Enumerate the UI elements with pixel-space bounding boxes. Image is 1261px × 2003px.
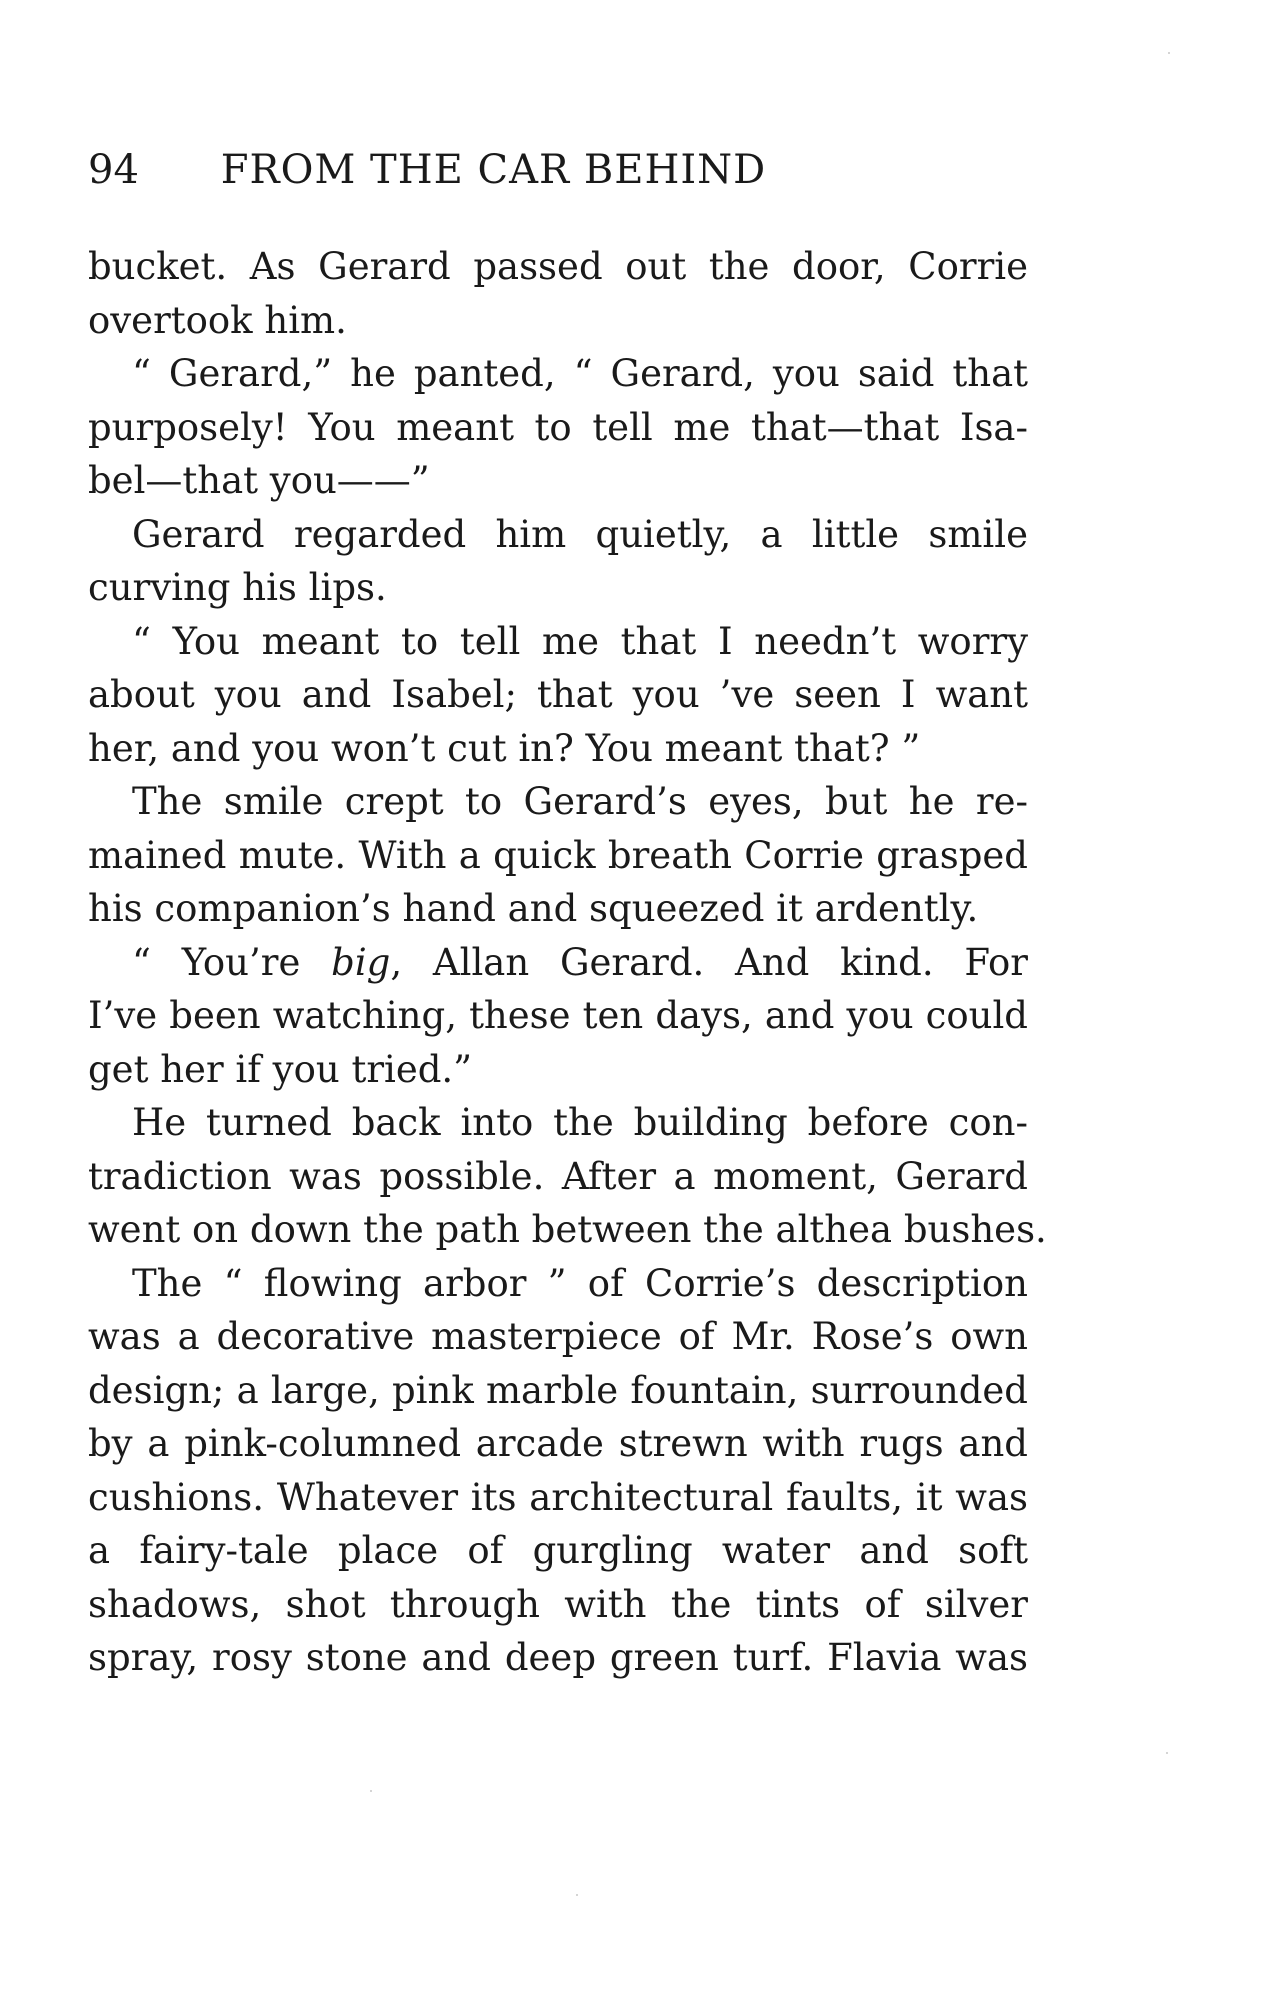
text-line-content: purposely! You meant to tell me that—that Isa- bbox=[88, 405, 1028, 449]
text-line-content: get her if you tried.” bbox=[88, 1047, 473, 1091]
speck bbox=[1166, 1752, 1168, 1754]
text-line bbox=[88, 508, 1028, 562]
text-line-content: was a decorative masterpiece of Mr. Rose’s own bbox=[88, 1315, 1028, 1358]
text-line bbox=[88, 775, 1028, 829]
text-line-content: He turned back into the building before con- bbox=[132, 1101, 1028, 1144]
text-line bbox=[88, 1578, 1028, 1632]
text-line bbox=[88, 401, 1028, 455]
text-line-content: spray, rosy stone and deep green turf. Flavia was bbox=[88, 1636, 1028, 1679]
text-line-content: bucket. As Gerard passed out the door, Corrie bbox=[88, 245, 1028, 288]
emphasis: big bbox=[331, 940, 391, 984]
text-line bbox=[88, 615, 1028, 669]
text-line bbox=[88, 1524, 1028, 1578]
text-line-content: curving his lips. bbox=[88, 566, 387, 609]
body-text bbox=[88, 240, 1047, 1685]
text-line-content: his companion’s hand and squeezed it ardently. bbox=[88, 887, 979, 930]
text-line bbox=[88, 240, 1028, 294]
text-line-content: Gerard regarded him quietly, a little smile bbox=[132, 512, 1028, 556]
page-header bbox=[88, 140, 766, 200]
text-line-content: I’ve been watching, these ten days, and you could bbox=[88, 994, 1028, 1037]
text-line-content: cushions. Whatever its architectural faults, it was bbox=[88, 1475, 1028, 1519]
page-number: 94 bbox=[88, 147, 139, 193]
text-line bbox=[88, 347, 1028, 401]
text-line-content: went on down the path between the althea bushes. bbox=[88, 1208, 1047, 1251]
speck bbox=[576, 1894, 578, 1896]
text-line-content: a fairy-tale place of gurgling water and soft bbox=[88, 1529, 1028, 1572]
text-line bbox=[88, 561, 1028, 615]
text-line-content: “ You meant to tell me that I needn’t worry bbox=[132, 619, 1028, 663]
text-line-content: “ Gerard,” he panted, “ Gerard, you said that bbox=[132, 352, 1028, 395]
text-line bbox=[88, 1631, 1028, 1685]
text-line bbox=[88, 1310, 1028, 1364]
text-line-content: “ You’re big, Allan Gerard. And kind. For bbox=[132, 940, 1028, 984]
text-line bbox=[88, 829, 1028, 883]
text-line bbox=[88, 1471, 1028, 1525]
text-line bbox=[88, 1257, 1028, 1311]
text-line-content: The smile crept to Gerard’s eyes, but he re- bbox=[132, 780, 1028, 823]
text-line bbox=[88, 1364, 1028, 1418]
text-line bbox=[88, 882, 1028, 936]
text-line-content: bel—that you——” bbox=[88, 459, 430, 502]
text-line-content: tradiction was possible. After a moment, Gerard bbox=[88, 1154, 1028, 1198]
text-line bbox=[88, 1043, 1028, 1097]
text-line bbox=[88, 294, 1028, 348]
text-line bbox=[88, 989, 1028, 1043]
text-line-content: mained mute. With a quick breath Corrie grasped bbox=[88, 833, 1028, 877]
text-line-content: overtook him. bbox=[88, 298, 347, 342]
text-line bbox=[88, 1417, 1028, 1471]
text-line bbox=[88, 722, 1028, 776]
text-line-content: about you and Isabel; that you ’ve seen I want bbox=[88, 673, 1028, 716]
text-line bbox=[88, 936, 1028, 990]
text-line bbox=[88, 1096, 1028, 1150]
text-line-content: shadows, shot through with the tints of silver bbox=[88, 1582, 1028, 1626]
text-line bbox=[88, 1150, 1028, 1204]
text-line bbox=[88, 454, 1028, 508]
speck bbox=[370, 1790, 372, 1792]
text-line bbox=[88, 668, 1028, 722]
text-line-content: by a pink-columned arcade strewn with rugs and bbox=[88, 1422, 1028, 1465]
text-line-content: design; a large, pink marble fountain, surrounded bbox=[88, 1368, 1028, 1412]
text-line-content: her, and you won’t cut in? You meant that? ” bbox=[88, 726, 921, 770]
text-line-content: The “ flowing arbor ” of Corrie’s description bbox=[132, 1261, 1028, 1305]
text-line bbox=[88, 1203, 1047, 1257]
running-head: FROM THE CAR BEHIND bbox=[220, 147, 767, 193]
speck bbox=[1168, 52, 1170, 54]
